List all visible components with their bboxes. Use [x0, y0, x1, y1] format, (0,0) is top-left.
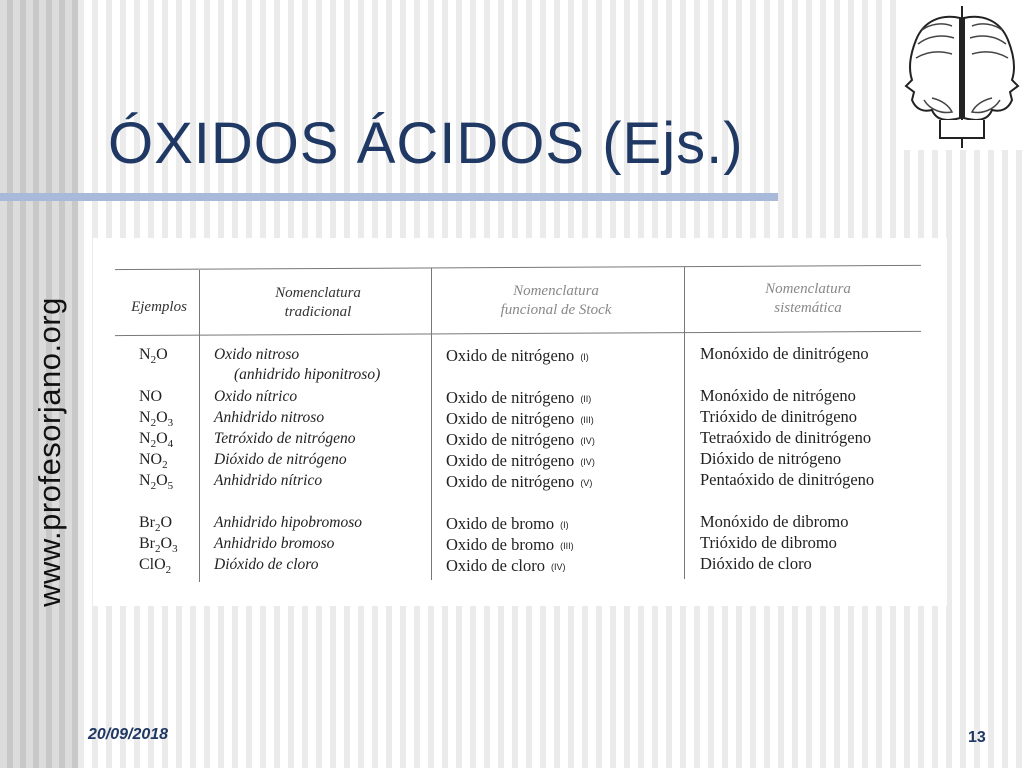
header-stock: [471, 282, 641, 320]
formula-cell: [139, 409, 173, 429]
systematic-name-cell: Trióxido de dinitrógeno: [700, 407, 858, 426]
formula-part: Br: [139, 514, 155, 531]
header-traditional: [243, 284, 393, 322]
stock-roman-numeral: (I): [560, 520, 569, 531]
traditional-name-cell: Dióxido de cloro: [214, 556, 319, 573]
formula-part: NO: [139, 451, 163, 468]
formula-cell: [139, 451, 168, 471]
formula-part: N: [139, 472, 151, 489]
header-systematic: [733, 280, 883, 318]
formula-part: O: [160, 535, 173, 552]
systematic-name-cell: Dióxido de cloro: [700, 554, 812, 573]
stock-roman-numeral: (V): [580, 478, 593, 489]
stock-name: Oxido de bromo: [446, 514, 555, 533]
formula-part: 2: [150, 438, 157, 451]
stock-name-cell: [446, 514, 569, 534]
formula-part: O: [156, 346, 168, 363]
formula-cell: [139, 556, 171, 576]
stock-name: Oxido de nitrógeno: [446, 430, 575, 449]
formula-part: O: [156, 430, 168, 447]
stock-name: Oxido de nitrógeno: [446, 451, 575, 470]
formula-part: 2: [150, 354, 157, 367]
formula-cell: [139, 388, 162, 406]
formula-part: 2: [150, 480, 157, 493]
formula-part: 2: [150, 417, 157, 430]
header-systematic-line1: Nomenclatura: [765, 281, 851, 297]
stock-name-cell: [446, 451, 595, 471]
formula-part: 4: [167, 438, 174, 451]
stock-roman-numeral: (IV): [550, 562, 566, 573]
stock-roman-numeral: (IV): [580, 457, 595, 468]
traditional-name-cell: Oxido nítrico: [214, 388, 298, 405]
formula-part: 2: [155, 543, 161, 556]
traditional-name-cell: Tetróxido de nitrógeno: [214, 430, 356, 447]
formula-part: 5: [167, 480, 174, 493]
systematic-name-cell: Tetraóxido de dinitrógeno: [700, 428, 872, 447]
stock-name-cell: [446, 388, 591, 408]
formula-part: N: [139, 409, 151, 426]
systematic-name-cell: Monóxido de dibromo: [700, 512, 849, 531]
nomenclature-table: [93, 238, 947, 606]
side-url: www.profesorjano.org: [32, 297, 67, 607]
janus-head-icon: [902, 0, 1022, 150]
traditional-name-cell: Anhidrido bromoso: [214, 535, 335, 552]
stock-name: Oxido de bromo: [446, 535, 555, 554]
stock-name: Oxido de cloro: [446, 556, 545, 575]
traditional-name-cell: Oxido nitroso: [214, 346, 300, 363]
stock-name-cell: [446, 409, 594, 429]
header-traditional-line2: tradicional: [284, 304, 352, 320]
formula-part: 2: [155, 522, 161, 535]
formula-part: O: [156, 472, 168, 489]
table-divider-2: [431, 268, 432, 580]
header-systematic-line2: sistemática: [774, 300, 842, 316]
stock-name-cell: [446, 535, 574, 555]
stock-roman-numeral: (IV): [580, 436, 595, 447]
table-divider-3: [684, 267, 685, 579]
header-traditional-line1: Nomenclatura: [275, 285, 361, 301]
formula-cell: [139, 346, 168, 366]
slide-date: 20/09/2018: [88, 726, 169, 743]
formula-cell: [139, 514, 172, 534]
stock-name: Oxido de nitrógeno: [446, 409, 575, 428]
stock-roman-numeral: (III): [580, 415, 594, 426]
formula-part: 2: [165, 564, 172, 577]
formula-part: NO: [139, 388, 163, 405]
stock-name: Oxido de nitrógeno: [446, 346, 575, 365]
stock-name-cell: [446, 472, 592, 492]
slide-page-number: 13: [968, 729, 986, 746]
formula-part: 3: [172, 543, 178, 556]
stock-roman-numeral: (III): [560, 541, 574, 552]
table-header-rule: [115, 331, 921, 336]
systematic-name-cell: Monóxido de nitrógeno: [700, 386, 856, 405]
table-divider-1: [199, 270, 200, 582]
systematic-name-cell: Trióxido de dibromo: [700, 533, 837, 552]
formula-part: O: [160, 514, 173, 531]
formula-part: N: [139, 430, 151, 447]
stock-name: Oxido de nitrógeno: [446, 388, 575, 407]
stock-roman-numeral: (II): [580, 394, 592, 405]
traditional-name-cell: (anhidrido hiponitroso): [234, 366, 381, 383]
formula-part: Br: [139, 535, 155, 552]
stock-name-cell: [446, 346, 589, 366]
table-top-rule: [115, 265, 921, 270]
header-stock-line1: Nomenclatura: [513, 283, 599, 299]
stock-name-cell: [446, 556, 565, 576]
formula-cell: [139, 472, 173, 492]
header-stock-line2: funcional de Stock: [500, 302, 612, 318]
formula-cell: [139, 535, 178, 555]
janus-logo: [902, 0, 1022, 150]
traditional-name-cell: Anhidrido nítrico: [214, 472, 323, 489]
systematic-name-cell: Pentaóxido de dinitrógeno: [700, 470, 875, 489]
formula-part: 3: [167, 417, 174, 430]
formula-part: O: [156, 409, 168, 426]
stock-name: Oxido de nitrógeno: [446, 472, 575, 491]
traditional-name-cell: Anhidrido hipobromoso: [214, 514, 362, 531]
formula-part: ClO: [139, 556, 166, 573]
header-examples: Ejemplos: [131, 299, 187, 315]
stock-name-cell: [446, 430, 595, 450]
systematic-name-cell: Dióxido de nitrógeno: [700, 449, 842, 468]
stock-roman-numeral: (I): [580, 352, 589, 363]
title-underline: [0, 193, 778, 201]
traditional-name-cell: Dióxido de nitrógeno: [214, 451, 347, 468]
traditional-name-cell: Anhidrido nitroso: [214, 409, 325, 426]
systematic-name-cell: Monóxido de dinitrógeno: [700, 344, 869, 363]
formula-part: 2: [162, 459, 168, 472]
formula-part: N: [139, 346, 151, 363]
slide-title: ÓXIDOS ÁCIDOS (Ejs.): [108, 111, 744, 176]
formula-cell: [139, 430, 173, 450]
